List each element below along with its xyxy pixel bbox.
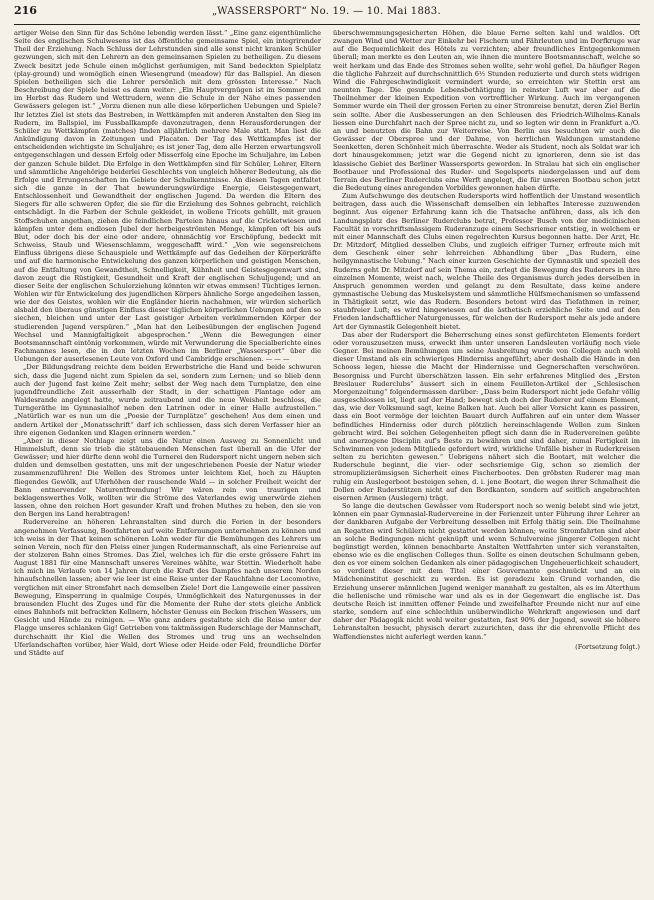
paragraph: artiger Weise den Sinn für das Schöne lebendig werden lässt.“ „Eine ganz eigenthümliche Seite des englischen Schulwesens ist das öffentliche gemeinsame Spiel, ein integrirender Theil der Erziehung. Nach Schluss der Lehrstunden sind alle sonst nicht kranken Schüler gezwungen, sich mit den Lehrern an den gemeinsamen Spielen zu betheiligen. Zu diesem Zweck besitzt jede Schule einen möglichst geräumigen, mit Sand bedeckten Spielplatz (play-ground) und womöglich einen Wiesengrund (meadow) für das Ballspiel. An diesen Spielen betheiligen sich die Lehrer persönlich mit dem grössten Interesse.“ Nach Beschreibung der Spiele heisst es dann weiter: „Ein Hauptvergnügen ist im Sommer und im Herbst das Rudern und Wettrudern, wenn die Schule in der Nähe eines passenden Gewässers gelegen ist.“ „Vorzu dienen nun alle diese körperlichen Uebungen und Spiele? Ihr letztes Ziel ist stets das Bestreben, in Wettkämpfen mit anderen Anstalten den Sieg im Rudern, im Ballspiel, im Fussballkampfe davonzutragen, denn Herausforderungen der Schüler zu Wettkämpfen (matches) finden alljährlich mehrere Male statt. Man liest die Ankündigung davon in Zeitungen und Placaten. Der Tag des Wettkampfes ist der entscheidenden wichtigste im Schuljahre; es ist jener Tag, dem alle Herzen erwartungsvoll entgegenschlagen und dessen Erfolg oder Misserfolg eine Epoche im Schuljahre, im Leben der ganzen Schule bildet. Die Erfolge in den Wettkämpfen sind für Schüler, Lehrer, Eltern und sämmtliche Angehörige beiderlei Geschlechts von ungleich höherer Bedeutung, als die Erfolge und Errungenschaften im Gebiete der Schulkenntnisse. An diesen Tagen entfaltet sich die ganze in der That bewunderungswürdige Energie, Geistesgegenwart, Entschlossenheit und Gewandtheit der englischen Jugend. Da werden die Eltern des Siegers für alle schweren Opfer, die sie für die Erziehung des Sohnes gebracht, reichlich entschädigt. In die Farben der Schule gekleidet, in wollene Tricots gehüllt, mit grauen Stoffschuhen angethan, ziehen die feindlichen Parteien hinaus auf die Cricketwiesen und kämpfen unter dem endlosen Jubel der herbeigeströmten Menge, kämpfen oft bis aufs Blut, oder doch bis der eine oder andere, ohnmächtig vor Erschöpfung, bedeckt mit Schweiss, Staub und Wiesenschlamm, weggeschafft wird.“ „Von wie segensreichem Einfluss übrigens diese Schauspiele und Wettkämpfe auf das Gedeihen der Körperkräfte und auf die harmonische Entwickelung des ganzen körperlichen und geistigen Menschen, auf die Entfaltung von Gewandtheit, Schnelligkeit, Kühnheit und Geistesgegenwart sind, davon zeugt die Rüstigkeit, Gesundheit und Kraft der englischen Schuljugend; und an dieser Seite der englischen Schulerziehung könnten wir etwas emmsen! Tüchtiges lernen. Wohlen wir für Entwickelung des jugendlichen Körpers ähnliche Sorge angedeihen lassen, wie der des Geistes, wohlen wir die Engländer hierin nachahmen, wir würden sicherlich alsbald den überaus günstigen Einfluss dieser täglichen körperlichen Uebungen auf den so siechen, bleichen und unter der Last geistiger Arbeiten verkümmernden Körper der studierenden Jugend verspüren.“ „Man hat den Leibesübungen der englischen Jugend Wechsel und Mannigfaltigkeit abgesprochen.“ „Wenn die Bewegungen einer Bootsmannschaft eintönig vorkommen, würde mit Verwunderung die Specialberichte eines Fachmannes lesen, die in den letzten Wochen im Berliner „Wassersport“ über die Uebungen der auserlesenen Leute von Oxford und Cambridge erschienen. — — — (14, 29, 321, 364)
paragraph: Zum Aufschwunge des deutschen Rudersports wird hoffentlich der Umstand wesentlich beitragen, dass auch die Wissenschaft demselben ein lebhaftes Interesse zuzuwenden beginnt. Aus eigener Erfahrung kann ich die Thatsache anführen, dass, als ich den Landungsplatz des Berliner Ruderclubs betrat, Professor Busch von der medicinischen Facultät in vorschriftsmässigem Ruderanzuge einem Sechsriemer entstieg, in welchem er mit einer Mannschaft des Clubs einen regelrechten Kursus begonnen hatte. Der Arzt, Hr. Dr. Mitzdorf, Mitglied desselben Clubs, und zugleich eifriger Turner, erfreute mich mit dem Geschenk einer sehr lehrreichen Abhandlung über „Das Rudern, eine heilgymnastische Uebung.“ Nach einer kurzen Geschichte der Gymnastik und speziell des Ruderns geht Dr. Mitzdorf auf sein Thema ein, zerlegt die Bewegung des Ruderers in ihre einzelnen Momente, weist nach, welche Theile des Organismus durch jedes derselben in Anspruch genommen werden und gelangt zu dem Resultate, dass keine andere gymnastische Uebung das Muskelsystem und sämmtliche Hülfsmechanismen so umfassend in Thätigkeit setzt, wie das Rudern. Besonders betont wird das Tiefathmen in reiner, staubfreier Luft; es wird hingewiesen auf die ästhetisch erziehliche Seite und auf den Frieden landschaftlicher Naturgenusses, für welchen der Rudersport mehr als jede andere Art der Gymnastik Gelegenheit bietet. (333, 192, 640, 331)
left-column (14, 29, 321, 887)
paragraph: „Aber in dieser Nothlage zeigt uns die Natur einen Ausweg zu Sonnenlicht und Himmelsluft, denn sie trieb die stätebauenden Menschen fast überall an die Ufer der Gewässer; und hier dürfte denn wohl die Turnerei den Rudersport nicht ungern neben sich dulden und demselben gestatten, uns mit der ungeschriebenen Poesie der Natur wieder zusammenzuführen! Die Wellen des Stromes unter leichtem Kiel, hoch zu Häupten fliegendes Gewölk, auf Uferhöhen der rauschende Wald — in solcher Freiheit weicht der Bann entnervender Naturentfremdung! Wir wären rein von traurigen und beklagenswerthes Volk, wollten wir die Ströme des Vaterlandes ewig unerwürde ziehen lassen, ohne den reichen Hort gesunder Kraft und frohen Muthes zu heben, den sie von den Bergen ins Land herabtragen! (14, 436, 321, 519)
right-column-body (333, 29, 640, 641)
continuation-note: (Fortsetzung folgt.) (575, 642, 640, 651)
issue-title: „WASSERSPORT“ No. 19. — 10. Mai 1883. (212, 6, 441, 17)
paragraph: überschwemmungsgesicherten Höhen, die blaue Ferne selten kahl und waldlos. Oft zwangen Wind und Wetter zur Einkehr bei Fischern und Fährleuten und im Dorfkruge war auf die Bequemlichkeit des Hôtels zu verzichten; aber freundliches Entgegenkommen überall; man merkte es den Leuten an, wie ihnen die muntere Bootsmannschaft, welche so weit herkam und das Ende des Stromes sehen wollte, sehr wohl gefiel. Da häufiger Regen die tägliche Fahrzeit auf durchschnittlich 6½ Stunden reduzierte und durch stets widrigen Wind die Fahrgeschwindigkeit vermindert wurde, so erreichten wir Stettin erst am neunten Tage. Die gesunde Lebensbethätigung in reinster Luft war aber auf die Theilnehmer der kleinen Expedition von vortrefflicher Wirkung. Auch im vergangenen Sommer wurde ein Theil der grossen Ferien zu einer Stromreise benutzt, deren Ziel Berlin sein sollte. Aber die Ausbesserungen an den Schleusen des Friedrich-Wilhelms-Kanals liessen eine Durchfahrt nach der Spree nicht zu, und so legten wir denn in Frankfurt a./O. an und benutzten die Bahn zur Weiterreise. Von Berlin aus besuchten wir auch die Gewässer der Oberspree und der Dahme, von herrlichen Waldungen umstandene Seenketten, deren Schönheit mich überraschte. Weder als Student, noch als Soldat war ich dort hinausgekommen; jetzt war die Gegend nicht zu ignorieren, denn sie ist das klassische Gebiet des Berliner Wassersports geworden. In Stralau hat sich ein englischer Bootbauer und Professional des Ruder- und Segelsports niedergelassen und auf dem Terrain des Berliner Ruderclubs eine Werft angelegt, die für unseren Bootbau schon jetzt die Bedeutung eines anregenden Vorbildes gewonnen haben dürfte. (333, 29, 640, 192)
paragraph: Das aber der Rudersport die Beherrschung eines sonst gefürchteten Elements fordert oder vorauszusetzen muss, erweckt ihm unter unseren Landsleuten vorläufig noch viele Gegner. Bei meinen Bemühungen um seine Ausbreitung wurde von Collegen auch wohl dieser Umstand als ein schwieriges Hinderniss angeführt; aber deshalb die Hände in den Schooss legen, hiesse die Macht der Hindernisse und Gegnerschaften verschwören. Besorgniss und Furcht überschätzen lassen. Ein sehr erfahrenes Mitglied des „Ersten Breslauer Ruderclubs“ äussert sich in einem Feuilleton-Artikel der „Schlesischen Morgenzeitung“ folgendermassen darüber: „Dass beim Rudersport nicht jede Gefahr völlig ausgeschlossen ist, liegt auf der Hand; bewegt sich doch der Ruderer auf einem Element, das, wie der Volksmund sagt, keine Balken hat. Auch bei aller Vorsicht kann es passiren, dass ein Boot vermöge der leichten Bauart durch Auffahren auf ein unter dem Wasser befindliches Hinderniss oder durch plötzlich hereinschlagende Wellen zum Sinken gebracht wird. Bei solchen Gelegenheiten pflegt sich dann die in Rudervereinen geübte und anerzogene Disciplin auf's Beste zu bewähren und sind daher, zumal Fertigkeit im Schwimmen von jedem Mitgliede gefordert wird, wirkliche Unfälle bisher in Ruderkreisen selten zu berichten gewesen.“ Uebrigens nähert sich die Bootart, mit welcher die Ruderschule beginnt, die vier- oder sechsriemige Gig, schon so ziemlich der stromuplizierämsigsen Sicherheit eines Fischerbootes. Den gröbsten Ruderer mag man ruhig ein Auslegerboot besteigen sehen, d. i. jene Bootart, die wegen ihrer Schmalheit die Dollen oder Ruderstützen nicht auf den Bordkanten, sondern auf seitlich angebrachten eisernen Armen (Auslegern) trägt. (333, 330, 640, 502)
paragraph: So lange die deutschen Gewässer vom Rudersport noch so wenig belebt sind wie jetzt, können ein paar Gymnasial-Rudervereine in der Ferienzeit unter Führung ihrer Lehrer an der dankbaren Aufgabe der Verbreitung desselben mit Erfolg thätig sein. Die Theilnahme an Regatten wird Schülern nicht gestattet werden können; weite Stromfahrten sind aber an solche Bedingungen nicht geknüpft und wenn Schulvereine jüngerer Collegen nicht begünstigt werden, können benachbarte Anstalten Wettfahrten unter sich veranstalten, ebenso wie es die englischen Colleges thun. Sollte es einen deutschen Schulmann geben, den es vor einem solchen Gedanken als einer pädagogischen Ungeheuerlichkeit schaudert, so verdient dieser mit dem Titel einer Gouvernante geschmückt und an ein Mädcheninstitut geschickt zu werden. Es ist geradezu kein Grund vorhanden, die Erziehung unserer männlichen Jugend weniger mannhaft zu gestalten, als es im Alterthum die hellenische und römische war und als es in der Gegenwart die englische ist. Das deutsche Reich ist inmitten offener Feinde und zweifelhafter Freunde nicht nur auf eine starke, sondern auf eine schlechthin unüberwindliche Wehrkraft angewiesen und darf daher der Pädagogik nicht wohl weiter gestatten, fast 90% der Jugend, soweit sie höhere Lehranstalten besucht, physisch derart zuzurichten, dass ihr die ehrenvolle Pflicht des Waffendienstes nicht auferlegt werden kann.“ (333, 502, 640, 641)
paragraph: „Der Bildungsdrang reichte dem beiden Erwerbstriche die Hand und beide schwuren sich, dass die Jugend nicht zum Spielen da sei, sondern zum Lernen; und so blieb denn auch der Jugend fast keine Zeit mehr; selbst der Weg nach dem Turnplatze, den eine jugendfreundliche Zeit ausserhalb der Stadt, in der schattigen Plantage oder am Waldesrande angelegt hatte, wurde zeitraubend und die neue Weisheit beschloss, die Turngeräthe im Gymnasialhof neben den Latrinen oder in einer Halle aufzustellen.“ „Natürlich war es nun um die „Poesie der Turnplätze“ geschehen! Aus dem einen und andern Artikel der „Monatsschrift“ darf ich schliessen, dass sich deren Verfasser hier an ihre eigenen Gedanken und Klagen erinnern werden.“ (14, 363, 321, 437)
right-column (333, 29, 640, 887)
page-header (14, 4, 640, 25)
text-columns (14, 29, 640, 887)
page-number: 216 (14, 4, 37, 17)
paragraph: Rudervereine an höheren Lehranstalten sind durch die Ferien in der besonders angenehmen Verfassung, Bootfahrten auf weite Entfernungen unternehmen zu können und ich weiss in der That keinen schöneren Lohn weder für die Bemühungen des Lehrers um seinen Verein, noch für den Fleiss einer jungen Rudermannschaft, als eine Ferienreise auf der stolzeren Bahn eines Stromes. Das Ziel, welches ich für die erste grössere Fahrt im August 1881 für eine Mannschaft unseres Vereines wählte, war Stettin. Wiederholt habe ich mich im Verlaufe von 14 Jahren durch die Kraft des Dampfes nach unserem Norden hinaufschnellen lassen; aber wie leer ist eine Reise unter der Rauchfahne der Locomotive, verglichen mit einer Stromfahrt nach demselben Ziele! Dort die Langeweile einer passiven Bewegung, Einsperrung in qualmige Coupés, Unmöglichkeit des Naturgenusses in der brausenden Flucht des Zuges und für die Momente der Ruhe der stets gleiche Anblick eines Bahnhofs mit befrackten Kellnern, höchster Genuss ein Becken frischen Wassers, um Gesicht und Hände zu reinigen. — Wie ganz anders gestaltete sich die Reise unter der Flagge unseres schlanken Gig! Getrieben vom taktmässigen Ruderschlage der Mannschaft, durchschnitt ihr Kiel die Wellen des Stromes und trug uns an wechselnden Uferlandschaften vorüber, hier Wald, dort Wiese oder Heide oder Feld, freundliche Dörfer und Städte auf (14, 518, 321, 657)
